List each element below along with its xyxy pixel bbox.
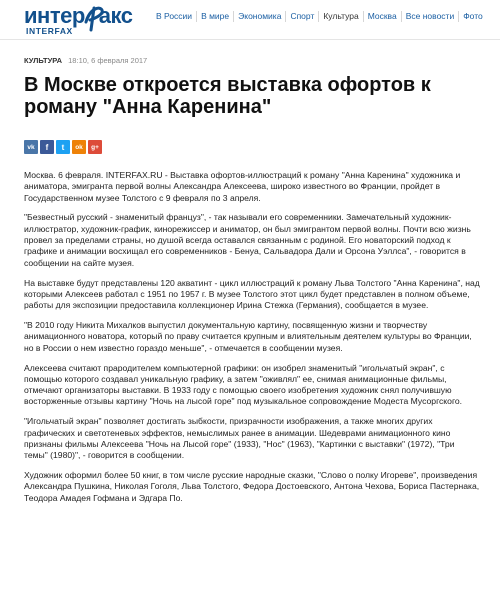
article-paragraph: Художник оформил более 50 книг, в том числе русские народные сказки, "Слово о полку Игореве", произведения Александра Пушкина, Николая Гоголя, Льва Толстого, Федора Достоевского, Антона Чехова, Бориса Пастернака, Теодора Амадея Гофмана и Эдгара По.	[24, 470, 480, 503]
logo-swash-icon	[82, 4, 106, 32]
twitter-glyph: t	[61, 142, 65, 152]
nav-item-sport[interactable]: Спорт	[285, 11, 318, 22]
vk-icon[interactable]	[24, 140, 38, 154]
nav-item-moscow[interactable]: Москва	[363, 11, 401, 22]
odnoklassniki-icon[interactable]	[72, 140, 86, 154]
article-paragraph: Алексеева считают прародителем компьютерной графики: он изобрел знаменитый "игольчатый экран", с помощью которого создавал уникальную графику, а затем "оживлял" ее, снимая анимационные фильмы, отмечают организаторы выставки. В 1933 году с помощью своего изобретения художник снял получившую восторженные отзывы картину "Ночь на лысой горе" под музыкальное сопровождение Модеста Мусоргского.	[24, 362, 463, 407]
article-body	[24, 170, 480, 513]
facebook-icon[interactable]	[40, 140, 54, 154]
article-paragraph: На выставке будут представлены 120 акватинт - цикл иллюстраций к роману Льва Толстого "Анна Каренина", над которыми Алексеев работал с 1951 по 1957 г. В музее Толстого этот цикл будет представлен в полном объеме, работы для экспозиции предоставила коллекционер Ирина Стежка (Германия), сообщается в музее.	[24, 277, 480, 311]
google-plus-glyph: g+	[91, 143, 99, 151]
nav-item-world[interactable]: В мире	[196, 11, 233, 22]
interfax-logo[interactable]	[24, 4, 142, 36]
logo-subtitle: INTERFAX	[26, 26, 73, 36]
vk-glyph: vk	[27, 143, 35, 151]
logo-wordmark: интер акс	[24, 3, 133, 28]
article-paragraph: "Игольчатый экран" позволяет достигать зыбкости, призрачности изображения, а также многих других графических и светотеневых эффектов, немыслимых ранее в анимации. Шедеврами анимационного кино признаны фильмы Алексеева "Ночь на Лысой горе" (1933), "Нос" (1963), "Картинки с выставки" (1972), "Три темы" (1980)", - говорится в сообщении.	[24, 416, 455, 461]
nav-item-russia[interactable]: В России	[156, 11, 193, 21]
nav-item-economy[interactable]: Экономика	[233, 11, 285, 22]
google-plus-icon[interactable]	[88, 140, 102, 154]
article-paragraph: Москва. 6 февраля. INTERFAX.RU - Выставка офортов-иллюстраций к роману "Анна Каренина" художника и аниматора, эмигранта первой волны Александра Алексеева, широко известного во Франции, пройдет в Государственном музее Толстого с 9 февраля по 3 апреля.	[24, 170, 461, 203]
site-header	[0, 0, 500, 40]
share-bar	[24, 140, 102, 154]
odnoklassniki-glyph: ok	[75, 143, 83, 151]
nav-item-all-news[interactable]: Все новости	[401, 11, 458, 22]
article-category[interactable]: КУЛЬТУРА	[24, 56, 63, 65]
nav-item-photo[interactable]: Фото	[458, 11, 487, 22]
article-paragraph: "В 2010 году Никита Михалков выпустил документальную картину, посвященную жизни и творчеству анимационного новатора, который по праву считается крупным и влиятельным деятелем культуры во Франции, но в России о нем известно гораздо меньше", - отмечается в сообщении музея.	[24, 320, 472, 353]
article-datetime: 18:10, 6 февраля 2017	[68, 56, 148, 65]
facebook-glyph: f	[45, 142, 49, 152]
article-meta	[24, 56, 147, 65]
article-title: В Москве откроется выставка офортов к роману "Анна Каренина"	[24, 74, 431, 118]
twitter-icon[interactable]	[56, 140, 70, 154]
article-paragraph: "Безвестный русский - знаменитый француз", - так называли его современники. Замечательный художник-иллюстратор, художник-график, кинорежиссер и аниматор, он был эмигрантом первой волны. Почти всю жизнь провел за пределами страны, но душой всегда оставался связанным с родиной. Его новаторский подход к графике и анимации восхищал его современников - Бенуа, Сальвадора Дали и Орсона Уэллса", - говорится в сообщении на сайте музея.	[24, 212, 471, 268]
main-nav	[152, 11, 487, 22]
nav-item-culture[interactable]: Культура	[318, 11, 362, 22]
